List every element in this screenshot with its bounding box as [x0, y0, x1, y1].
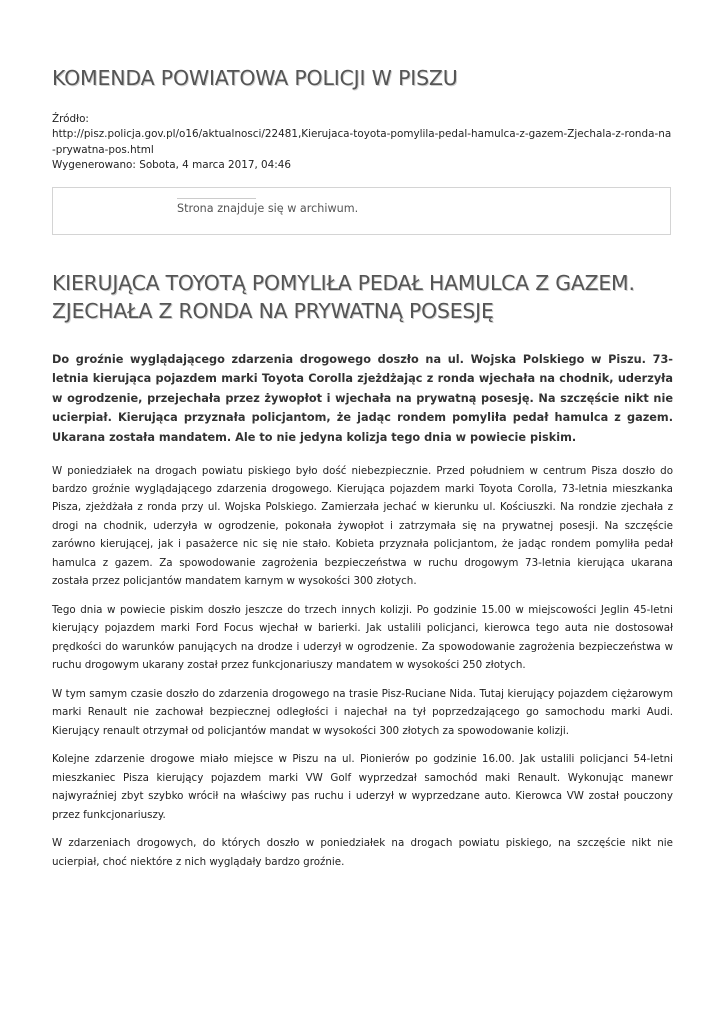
generated-date: Wygenerowano: Sobota, 4 marca 2017, 04:46 [52, 159, 291, 172]
article-paragraph: W poniedziałek na drogach powiatu piskiego było dość niebezpiecznie. Przed południem w centrum Pisza doszło do bardzo groźnie wyglądającego zdarzenia drogowego. Kierująca pojazdem marki Toyota Corolla, 73-letnia mieszkanka Pisza, zjeżdżała z ronda przy ul. Wojska Polskiego. Zamierzała jechać w kierunku ul. Kościuszki. Na rondzie zjechała z drogi na chodnik, uderzyła w ogrodzenie, pokonała żywopłot i zatrzymała się na prywatnej posesji. Na szczęście zarówno kierującej, jak i pasażerce nic się nie stało. Kobieta przyznała policjantom, że jadąc rondem pomyliła pedał hamulca z gazem. Za spowodowanie zagrożenia bezpieczeństwa w ruchu drogowym 73-letnia kierująca ukarana została przez policjantów mandatem karnym w wysokości 300 złotych. [52, 464, 673, 588]
article-title: KIERUJĄCA TOYOTĄ POMYLIŁA PEDAŁ HAMULCA Z GAZEM. ZJECHAŁA Z RONDA NA PRYWATNĄ POSESJĘ [52, 270, 635, 323]
article-paragraph: Kolejne zdarzenie drogowe miało miejsce w Piszu na ul. Pionierów po godzinie 16.00. Jak ustalili policjanci 54-letni mieszkaniec Pisza kierujący pojazdem marki VW Golf wyprzedzał samochód maki Renault. Wykonując manewr najwyraźniej zbyt szybko wrócił na właściwy pas ruchu i uderzył w wyprzedzane auto. Kierowca VW został pouczony przez funkcjonariuszy. [52, 753, 673, 821]
site-title: KOMENDA POWIATOWA POLICJI W PISZU [52, 66, 458, 90]
source-meta [52, 112, 673, 174]
article-lead: Do groźnie wyglądającego zdarzenia drogowego doszło na ul. Wojska Polskiego w Piszu. 73-letnia kierująca pojazdem marki Toyota Corolla zjeżdżając z ronda wjechała na chodnik, uderzyła w ogrodzenie, przejechała przez żywopłot i wjechała na prywatną posesję. Na szczęście nikt nie ucierpiał. Kierująca przyznała policjantom, że jadąc rondem pomyliła pedał hamulca z gazem. Ukarana została mandatem. Ale to nie jedyna kolizja tego dnia w powiecie piskim. [52, 352, 673, 444]
article-paragraph: W zdarzeniach drogowych, do których doszło w poniedziałek na drogach powiatu piskiego, na szczęście nikt nie ucierpiał, choć niektóre z nich wyglądały bardzo groźnie. [52, 837, 673, 868]
article-paragraph: Tego dnia w powiecie piskim doszło jeszcze do trzech innych kolizji. Po godzinie 15.00 w miejscowości Jeglin 45-letni kierujący pojazdem marki Ford Focus wjechał w barierki. Jak ustalili policjanci, kierowca tego auta nie dostosował prędkości do warunków panujących na drodze i uderzył w ogrodzenie. Za spowodowanie zagrożenia bezpieczeństwa w ruchu drogowym ukarany został przez funkcjonariuszy mandatem w wysokości 250 złotych. [52, 603, 673, 672]
archive-notice: Strona znajduje się w archiwum. [177, 201, 359, 215]
archive-notice-box [52, 187, 671, 235]
archive-divider [177, 198, 256, 199]
source-url: http://pisz.policja.gov.pl/o16/aktualnosci/22481,Kierujaca-toyota-pomylila-pedal-hamulca-z-gazem-Zjechala-z-ronda-na-prywatna-pos.html [52, 128, 672, 156]
source-label: Źródło: [52, 113, 89, 125]
article-paragraph: W tym samym czasie doszło do zdarzenia drogowego na trasie Pisz-Ruciane Nida. Tutaj kierujący pojazdem ciężarowym marki Renault nie zachował bezpiecznej odległości i najechał na tył poprzedzającego go samochodu marki Audi. Kierujący renault otrzymał od policjantów mandat w wysokości 300 złotych za spowodowanie kolizji. [52, 687, 673, 737]
article-body [52, 462, 673, 872]
